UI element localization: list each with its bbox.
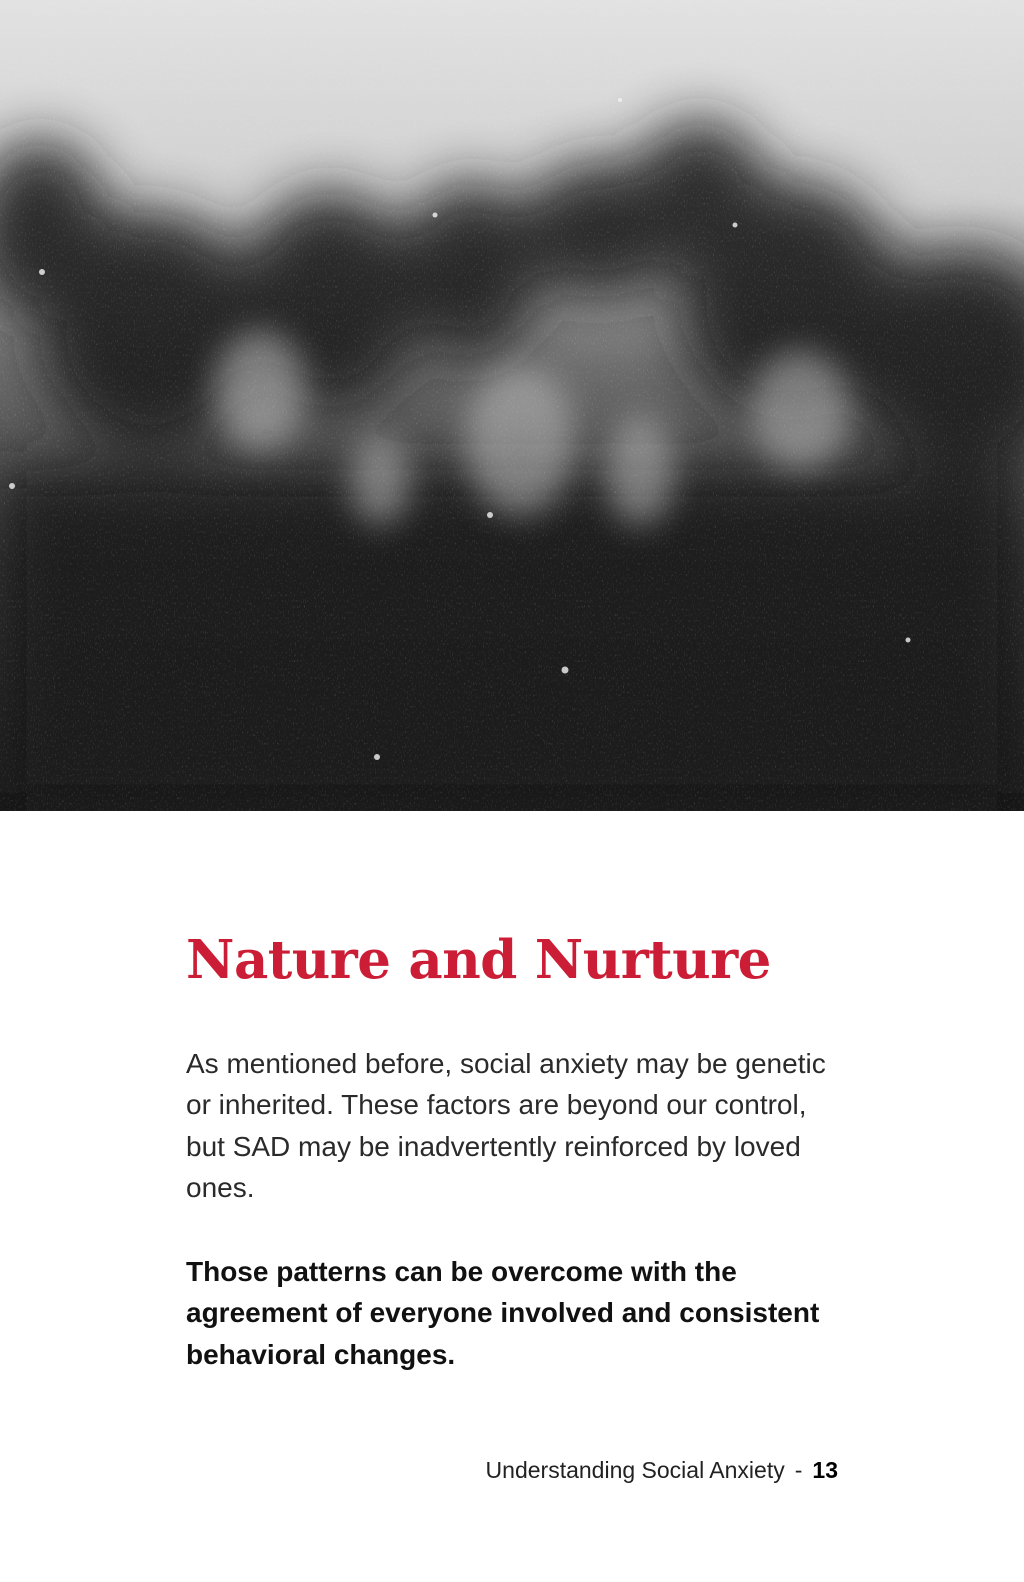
- page-title: Nature and Nurture: [186, 929, 771, 991]
- footer-book-title: Understanding Social Anxiety: [485, 1457, 785, 1483]
- page-number: 13: [812, 1457, 838, 1483]
- text-content: [186, 930, 836, 1375]
- emphasis-paragraph: Those patterns can be overcome with the agreement of everyone involved and consistent behavioral changes.: [186, 1255, 820, 1370]
- footer-separator: -: [794, 1457, 803, 1483]
- page-footer: [486, 1457, 838, 1484]
- body-paragraph: As mentioned before, social anxiety may be genetic or inherited. These factors are beyond our control, but SAD may be inadvertently reinforced by loved ones.: [186, 1047, 826, 1204]
